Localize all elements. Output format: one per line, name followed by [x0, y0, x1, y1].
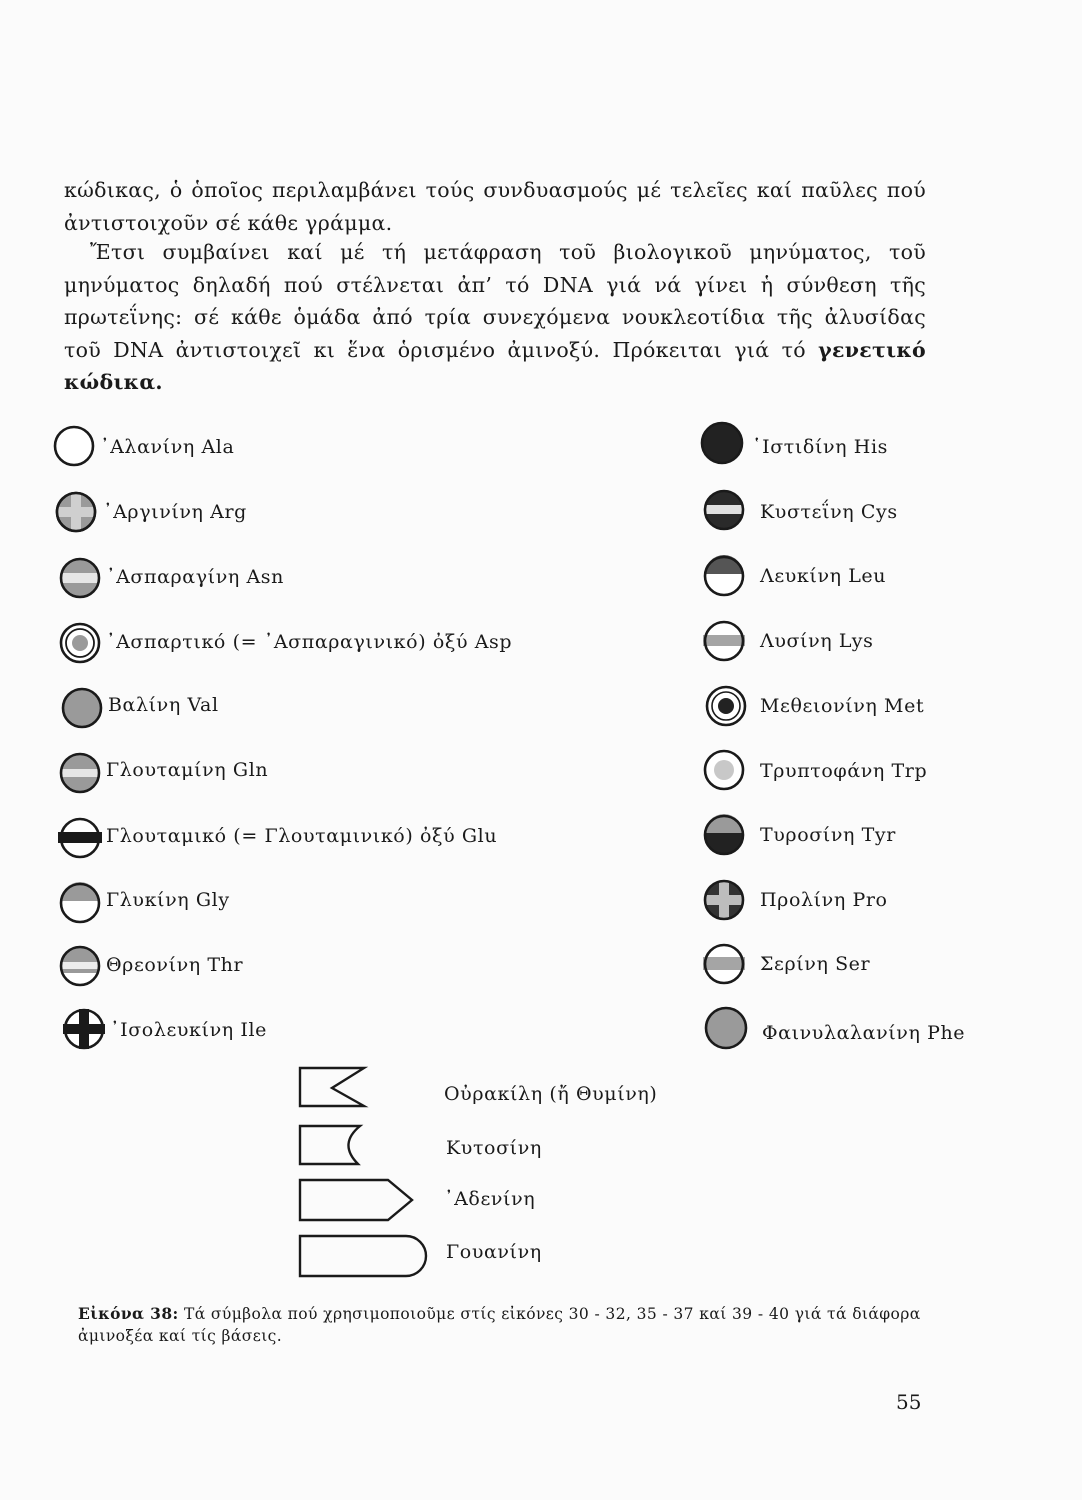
tyrosine-symbol-icon: [700, 812, 750, 858]
amino-label-phe: Φαινυλαλανίνη Phe: [762, 1022, 966, 1044]
histidine-symbol-icon: [698, 420, 748, 466]
threonine-symbol-icon: [56, 943, 106, 989]
glutamine-symbol-icon: [56, 750, 106, 796]
phenylalanine-symbol-icon: [702, 1005, 752, 1051]
glutamic-acid-symbol-icon: [56, 815, 106, 861]
amino-label-val: Βαλίνη Val: [108, 694, 219, 716]
amino-label-lys: Λυσίνη Lys: [760, 630, 874, 652]
serine-symbol-icon: [700, 941, 750, 987]
base-label-cytosine: Κυτοσίνη: [446, 1137, 542, 1159]
base-label-uracil: Οὐρακίλη (ἤ Θυμίνη): [444, 1083, 658, 1105]
figure-caption-text: Τά σύμβολα πού χρησιμοποιοῦμε στίς εἰκόνες 30 - 32, 35 - 37 καί 39 - 40 γιά τά διάφορα ἀμινοξέα καί τίς βάσεις.: [78, 1305, 921, 1345]
figure-caption-prefix: Εἰκόνα 38:: [78, 1304, 179, 1323]
cysteine-symbol-icon: [700, 487, 750, 533]
amino-label-tyr: Τυροσίνη Tyr: [760, 824, 896, 846]
guanine-symbol-icon: [296, 1232, 436, 1282]
amino-label-arg: ᾿Αργινίνη Arg: [103, 501, 247, 523]
glycine-symbol-icon: [56, 880, 106, 926]
amino-label-his: ῾Ιστιδίνη His: [752, 436, 888, 458]
tryptophan-symbol-icon: [700, 747, 750, 793]
paragraph-genetic-code: [64, 236, 926, 399]
page-number: 55: [896, 1390, 922, 1414]
amino-label-gln: Γλουταμίνη Gln: [106, 759, 269, 781]
amino-label-asn: ᾿Ασπαραγίνη Asn: [106, 566, 284, 588]
methionine-symbol-icon: [702, 683, 752, 729]
asparagine-symbol-icon: [56, 555, 106, 601]
amino-label-pro: Προλίνη Pro: [760, 889, 888, 911]
amino-label-ala: ᾿Αλανίνη Ala: [100, 436, 235, 458]
amino-label-asp: ᾿Ασπαρτικό (= ᾿Ασπαραγινικό) ὀξύ Asp: [106, 631, 513, 653]
amino-label-met: Μεθειονίνη Met: [760, 695, 925, 717]
adenine-symbol-icon: [296, 1176, 426, 1226]
amino-label-glu: Γλουταμικό (= Γλουταμινικό) ὀξύ Glu: [106, 825, 498, 847]
leucine-symbol-icon: [700, 553, 750, 599]
figure-caption: [78, 1303, 924, 1347]
cytosine-symbol-icon: [296, 1122, 376, 1172]
proline-symbol-icon: [700, 877, 750, 923]
uracil-symbol-icon: [296, 1064, 376, 1114]
lysine-symbol-icon: [700, 618, 750, 664]
amino-label-leu: Λευκίνη Leu: [760, 565, 887, 587]
amino-label-thr: Θρεονίνη Thr: [106, 954, 244, 976]
alanine-symbol-icon: [50, 424, 100, 470]
aspartic-acid-symbol-icon: [56, 620, 106, 666]
amino-label-gly: Γλυκίνη Gly: [106, 889, 230, 911]
genetic-code-term: γενετικό κώδικα.: [64, 337, 926, 394]
arginine-symbol-icon: [52, 489, 102, 535]
amino-label-trp: Τρυπτοφάνη Trp: [760, 760, 928, 782]
valine-symbol-icon: [58, 685, 108, 731]
amino-label-cys: Κυστεΐνη Cys: [760, 501, 898, 523]
isoleucine-symbol-icon: [60, 1006, 110, 1052]
amino-label-ser: Σερίνη Ser: [760, 953, 871, 975]
paragraph-genetic-code-main: Ἔτσι συμβαίνει καί μέ τή μετάφραση τοῦ βιολογικοῦ μηνύματος, τοῦ μηνύματος δηλαδή πού στέλνεται ἀπ’ τό DNA γιά νά γίνει ἡ σύνθεση τῆς πρωτεΐνης: σέ κάθε ὁμάδα ἀπό τρία συνεχόμενα νουκλεοτίδια τῆς ἀλυσίδας τοῦ DNA ἀντιστοιχεῖ κι ἕνα ὁρισμένο ἀμινοξύ. Πρόκειται γιά τό: [64, 240, 926, 362]
base-label-guanine: Γουανίνη: [446, 1241, 542, 1263]
amino-label-ile: ᾿Ισολευκίνη Ile: [110, 1019, 267, 1041]
paragraph-intro: κώδικας, ὁ ὁποῖος περιλαμβάνει τούς συνδυασμούς μέ τελεῖες καί παῦλες πού ἀντιστοιχοῦν σέ κάθε γράμμα.: [64, 178, 926, 235]
base-label-adenine: ᾿Αδενίνη: [444, 1188, 536, 1210]
